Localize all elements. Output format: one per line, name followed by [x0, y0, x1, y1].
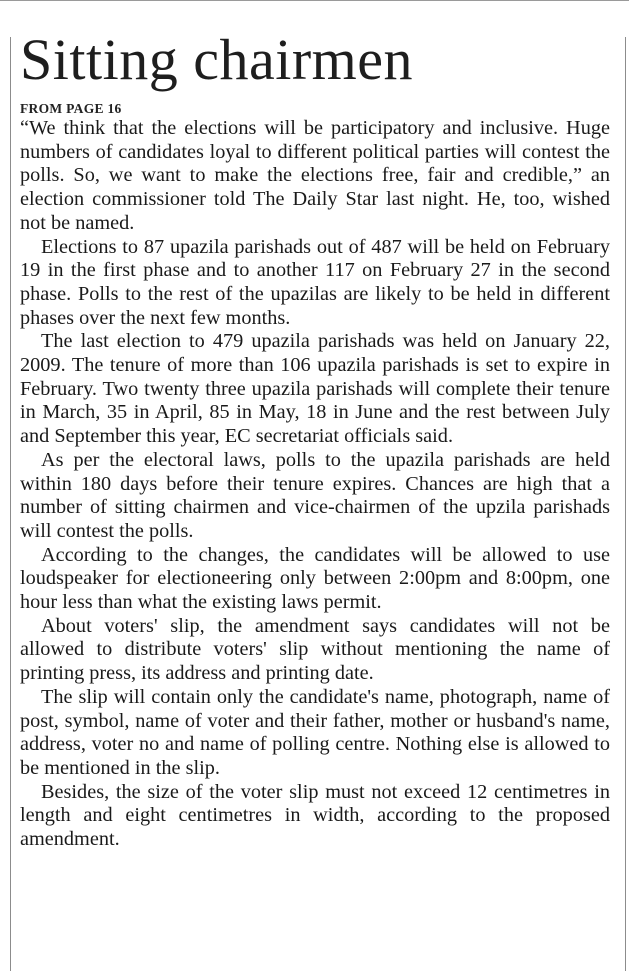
paragraph-7: The slip will contain only the candidate's name, photograph, name of post, symbol, name of voter and their father, mother or husband's name, address, voter no and name of polling centre. Nothing else is allowed to be mentioned in the slip. [20, 685, 610, 779]
article-body [20, 117, 610, 852]
column-rule-right [625, 37, 626, 971]
jump-line: FROM PAGE 16 [20, 101, 122, 116]
article [20, 27, 610, 852]
headline: Sitting chairmen [20, 27, 413, 92]
paragraph-2: Elections to 87 upazila parishads out of 487 will be held on February 19 in the first phase and to another 117 on February 27 in the second phase. Polls to the rest of the upazilas are likely to be held in different phases over the next few months. [20, 235, 610, 329]
paragraph-5: According to the changes, the candidates will be allowed to use loudspeaker for electioneering only between 2:00pm and 8:00pm, one hour less than what the existing laws permit. [20, 543, 610, 614]
paragraph-4: As per the electoral laws, polls to the upazila parishads are held within 180 days before their tenure expires. Chances are high that a number of sitting chairmen and vice-chairmen of the upzila parishads will contest the polls. [20, 448, 610, 542]
paragraph-3: The last election to 479 upazila parishads was held on January 22, 2009. The tenure of more than 106 upazila parishads is set to expire in February. Two twenty three upazila parishads will complete their tenure in March, 35 in April, 85 in May, 18 in June and the rest between July and September this year, EC secretariat officials said. [20, 330, 610, 448]
column-rule-left [10, 37, 11, 971]
paragraph-8: Besides, the size of the voter slip must not exceed 12 centimetres in length and eight centimetres in width, according to the proposed amendment. [20, 780, 610, 851]
paragraph-1: “We think that the elections will be participatory and inclusive. Huge numbers of candidates loyal to different political parties will contest the polls. So, we want to make the elections free, fair and credible,” an election commissioner told The Daily Star last night. He, too, wished not be named. [20, 117, 610, 234]
paragraph-6: About voters' slip, the amendment says candidates will not be allowed to distribute voters' slip without mentioning the name of printing press, its address and printing date. [20, 614, 610, 685]
